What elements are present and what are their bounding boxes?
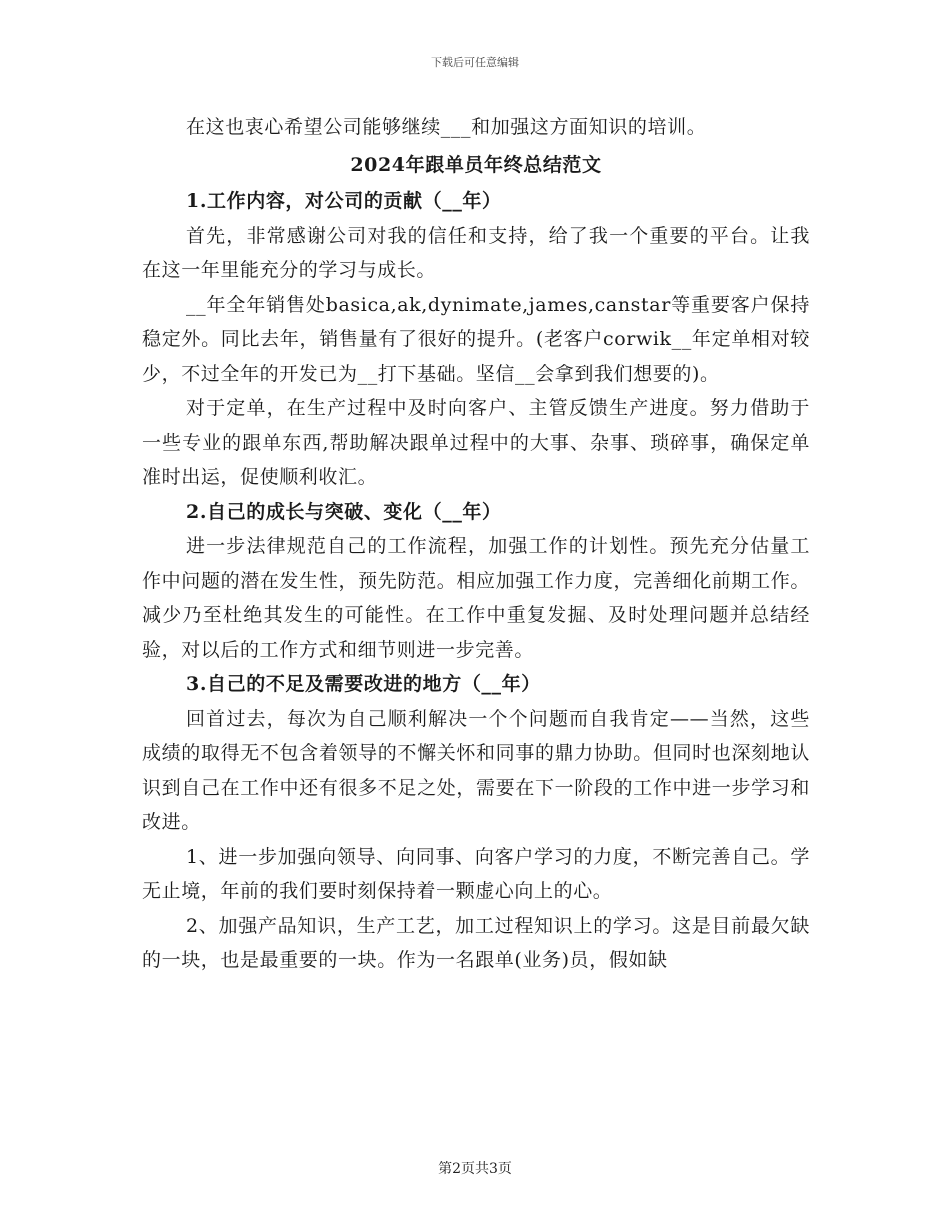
- page-footer: 第2页共3页: [438, 1161, 512, 1177]
- paragraph: 在这也衷心希望公司能够继续___和加强这方面知识的培训。: [186, 116, 707, 138]
- document-body: [142, 110, 810, 978]
- paragraph: 首先，非常感谢公司对我的信任和支持，给了我一个重要的平台。让我在这一年里能充分的学习与成长。: [142, 224, 810, 281]
- section-heading: 1.工作内容，对公司的贡献（__年）: [186, 190, 502, 212]
- paragraph: __年全年销售处basica,ak,dynimate,james,canstar等重要客户保持稳定外。同比去年，销售量有了很好的提升。(老客户corwik__年定单相对较少，不过全年的开发已为__打下基础。坚信__会拿到我们想要的)。: [142, 293, 810, 385]
- section-heading: 2.自己的成长与突破、变化（__年）: [186, 500, 502, 523]
- page-header: 下载后可任意编辑: [431, 56, 519, 69]
- paragraph: 对于定单，在生产过程中及时向客户、主管反馈生产进度。努力借助于一些专业的跟单东西,帮助解决跟单过程中的大事、杂事、琐碎事，确保定单准时出运，促使顺利收汇。: [142, 397, 810, 488]
- list-item: 2、加强产品知识，生产工艺，加工过程知识上的学习。这是目前最欠缺的一块，也是最重要的一块。作为一名跟单(业务)员，假如缺: [142, 914, 810, 971]
- section-heading: 3.自己的不足及需要改进的地方（__年）: [186, 673, 541, 695]
- document-title: 2024年跟单员年终总结范文: [350, 153, 602, 176]
- paragraph: 回首过去，每次为自己顺利解决一个个问题而自我肯定——当然，这些成绩的取得无不包含着领导的不懈关怀和同事的鼎力协助。但同时也深刻地认识到自己在工作中还有很多不足之处，需要在下一阶段的工作中进一步学习和改进。: [142, 707, 810, 833]
- paragraph: 进一步法律规范自己的工作流程，加强工作的计划性。预先充分估量工作中问题的潜在发生性，预先防范。相应加强工作力度，完善细化前期工作。减少乃至杜绝其发生的可能性。在工作中重复发掘、及时处理问题并总结经验，对以后的工作方式和细节则进一步完善。: [142, 535, 810, 661]
- list-item: 1、进一步加强向领导、向同事、向客户学习的力度，不断完善自己。学无止境，年前的我们要时刻保持着一颗虚心向上的心。: [142, 845, 810, 902]
